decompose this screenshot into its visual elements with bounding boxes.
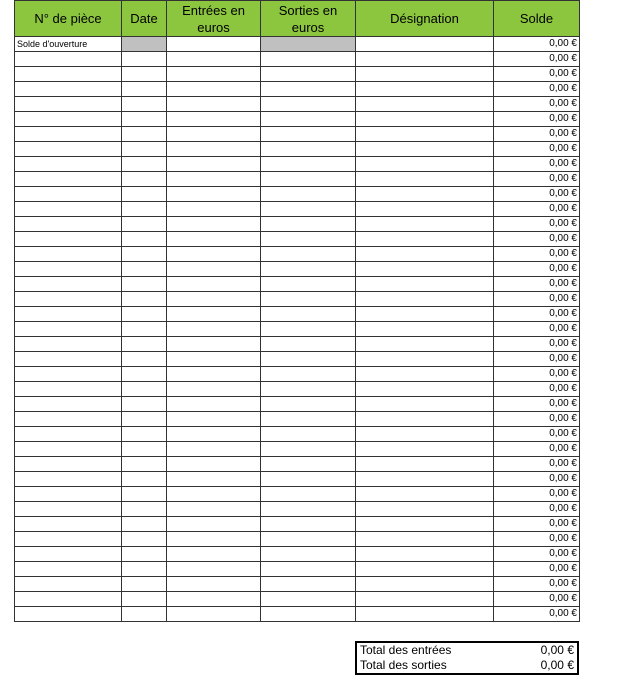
cell-date[interactable]	[122, 472, 167, 487]
cell-date[interactable]	[122, 247, 167, 262]
cell-entrees[interactable]	[167, 277, 261, 292]
cell-designation[interactable]	[356, 202, 494, 217]
cell-date[interactable]	[122, 457, 167, 472]
cell-solde[interactable]: 0,00 €	[494, 577, 580, 592]
cell-entrees[interactable]	[167, 82, 261, 97]
cell-solde[interactable]: 0,00 €	[494, 502, 580, 517]
cell-entrees[interactable]	[167, 67, 261, 82]
cell-designation[interactable]	[356, 547, 494, 562]
cell-date[interactable]	[122, 67, 167, 82]
cell-designation[interactable]	[356, 562, 494, 577]
cell-date[interactable]	[122, 232, 167, 247]
cell-date[interactable]	[122, 217, 167, 232]
cell-piece[interactable]	[15, 412, 122, 427]
cell-date[interactable]	[122, 202, 167, 217]
cell-date[interactable]	[122, 262, 167, 277]
cell-piece[interactable]	[15, 592, 122, 607]
cell-sorties[interactable]	[261, 187, 356, 202]
cell-designation[interactable]	[356, 592, 494, 607]
cell-solde[interactable]: 0,00 €	[494, 37, 580, 52]
cell-date[interactable]	[122, 502, 167, 517]
cell-sorties[interactable]	[261, 487, 356, 502]
cell-solde[interactable]: 0,00 €	[494, 472, 580, 487]
table-row	[15, 292, 580, 307]
cell-designation[interactable]	[356, 577, 494, 592]
cell-designation[interactable]	[356, 502, 494, 517]
cell-sorties[interactable]	[261, 277, 356, 292]
cell-solde[interactable]: 0,00 €	[494, 157, 580, 172]
cell-piece[interactable]	[15, 442, 122, 457]
table-row	[15, 262, 580, 277]
cell-entrees[interactable]	[167, 292, 261, 307]
cell-sorties[interactable]	[261, 472, 356, 487]
cell-date[interactable]	[122, 157, 167, 172]
col-header-sorties[interactable]: Sorties en euros	[261, 1, 356, 37]
cell-date[interactable]	[122, 187, 167, 202]
cell-date[interactable]	[122, 577, 167, 592]
cell-date[interactable]	[122, 382, 167, 397]
cell-designation[interactable]	[356, 187, 494, 202]
totals-box	[355, 641, 579, 675]
cell-entrees[interactable]	[167, 142, 261, 157]
cell-designation[interactable]	[356, 232, 494, 247]
cell-designation[interactable]	[356, 307, 494, 322]
cell-designation[interactable]	[356, 157, 494, 172]
col-header-entrees[interactable]: Entrées en euros	[167, 1, 261, 37]
cell-designation[interactable]	[356, 127, 494, 142]
cell-entrees[interactable]	[167, 472, 261, 487]
cell-entrees[interactable]	[167, 127, 261, 142]
cell-solde[interactable]: 0,00 €	[494, 52, 580, 67]
table-row	[15, 112, 580, 127]
cell-designation[interactable]	[356, 292, 494, 307]
cell-piece[interactable]	[15, 157, 122, 172]
cell-sorties[interactable]	[261, 67, 356, 82]
cell-designation[interactable]	[356, 337, 494, 352]
cell-piece[interactable]	[15, 517, 122, 532]
cell-piece[interactable]	[15, 292, 122, 307]
cell-designation[interactable]	[356, 487, 494, 502]
total-sorties-row	[356, 658, 578, 674]
cell-sorties[interactable]	[261, 532, 356, 547]
table-row	[15, 517, 580, 532]
table-row	[15, 67, 580, 82]
cell-entrees[interactable]	[167, 37, 261, 52]
table-row	[15, 472, 580, 487]
cell-solde[interactable]: 0,00 €	[494, 607, 580, 622]
cell-sorties[interactable]	[261, 202, 356, 217]
cell-date[interactable]	[122, 277, 167, 292]
cell-sorties[interactable]	[261, 457, 356, 472]
cell-solde[interactable]: 0,00 €	[494, 112, 580, 127]
cell-designation[interactable]	[356, 37, 494, 52]
cell-entrees[interactable]	[167, 517, 261, 532]
cell-entrees[interactable]	[167, 307, 261, 322]
cell-solde[interactable]: 0,00 €	[494, 592, 580, 607]
cell-piece[interactable]	[15, 352, 122, 367]
table-row	[15, 502, 580, 517]
cell-sorties[interactable]	[261, 592, 356, 607]
cell-date[interactable]	[122, 82, 167, 97]
cell-designation[interactable]	[356, 532, 494, 547]
table-row	[15, 202, 580, 217]
cell-solde[interactable]: 0,00 €	[494, 562, 580, 577]
cell-solde[interactable]: 0,00 €	[494, 202, 580, 217]
table-row	[15, 322, 580, 337]
cell-sorties[interactable]	[261, 217, 356, 232]
table-row	[15, 172, 580, 187]
cell-piece[interactable]	[15, 607, 122, 622]
cell-sorties[interactable]	[261, 607, 356, 622]
table-row	[15, 592, 580, 607]
cell-solde[interactable]: 0,00 €	[494, 382, 580, 397]
cell-piece[interactable]	[15, 547, 122, 562]
cell-date[interactable]	[122, 562, 167, 577]
cell-designation[interactable]	[356, 397, 494, 412]
cell-piece[interactable]	[15, 487, 122, 502]
table-row	[15, 367, 580, 382]
cell-date[interactable]	[122, 307, 167, 322]
cell-solde[interactable]: 0,00 €	[494, 277, 580, 292]
cell-entrees[interactable]	[167, 112, 261, 127]
cell-entrees[interactable]	[167, 457, 261, 472]
cell-sorties[interactable]	[261, 382, 356, 397]
cell-solde[interactable]: 0,00 €	[494, 457, 580, 472]
cell-sorties[interactable]	[261, 307, 356, 322]
cell-piece[interactable]	[15, 127, 122, 142]
cell-sorties[interactable]	[261, 412, 356, 427]
cell-piece[interactable]	[15, 277, 122, 292]
cell-sorties[interactable]	[261, 517, 356, 532]
cell-designation[interactable]	[356, 472, 494, 487]
cell-entrees[interactable]	[167, 352, 261, 367]
cell-entrees[interactable]	[167, 502, 261, 517]
cell-designation[interactable]	[356, 412, 494, 427]
cell-solde[interactable]: 0,00 €	[494, 532, 580, 547]
cell-designation[interactable]	[356, 262, 494, 277]
table-row	[15, 397, 580, 412]
cell-sorties[interactable]	[261, 322, 356, 337]
cell-solde[interactable]: 0,00 €	[494, 517, 580, 532]
cell-sorties[interactable]	[261, 442, 356, 457]
cell-date[interactable]	[122, 292, 167, 307]
cell-designation[interactable]	[356, 247, 494, 262]
cell-entrees[interactable]	[167, 262, 261, 277]
col-header-piece[interactable]: N° de pièce	[15, 1, 122, 37]
table-row	[15, 352, 580, 367]
cell-sorties[interactable]	[261, 502, 356, 517]
table-row	[15, 277, 580, 292]
cell-sorties[interactable]	[261, 262, 356, 277]
cell-solde[interactable]: 0,00 €	[494, 232, 580, 247]
cell-solde[interactable]: 0,00 €	[494, 487, 580, 502]
cell-date[interactable]	[122, 37, 167, 52]
cell-solde[interactable]: 0,00 €	[494, 307, 580, 322]
cell-piece[interactable]	[15, 247, 122, 262]
cell-sorties[interactable]	[261, 52, 356, 67]
cell-designation[interactable]	[356, 97, 494, 112]
cell-solde[interactable]: 0,00 €	[494, 322, 580, 337]
cell-sorties[interactable]	[261, 172, 356, 187]
cell-solde[interactable]: 0,00 €	[494, 352, 580, 367]
table-row	[15, 562, 580, 577]
cell-piece[interactable]	[15, 322, 122, 337]
cell-date[interactable]	[122, 142, 167, 157]
cell-piece[interactable]	[15, 112, 122, 127]
cell-entrees[interactable]	[167, 202, 261, 217]
cell-solde[interactable]: 0,00 €	[494, 262, 580, 277]
cell-piece[interactable]	[15, 262, 122, 277]
cell-designation[interactable]	[356, 367, 494, 382]
cell-entrees[interactable]	[167, 97, 261, 112]
cell-sorties[interactable]	[261, 97, 356, 112]
cash-ledger-table	[14, 0, 580, 622]
table-row	[15, 382, 580, 397]
cell-piece[interactable]	[15, 502, 122, 517]
cell-designation[interactable]	[356, 457, 494, 472]
cell-sorties[interactable]	[261, 367, 356, 382]
total-entrees-label: Total des entrées	[360, 643, 452, 657]
cell-piece[interactable]	[15, 52, 122, 67]
header-row	[15, 1, 580, 37]
cell-designation[interactable]	[356, 142, 494, 157]
cell-solde[interactable]: 0,00 €	[494, 82, 580, 97]
cell-sorties[interactable]	[261, 157, 356, 172]
cell-date[interactable]	[122, 112, 167, 127]
table-row	[15, 97, 580, 112]
cell-date[interactable]	[122, 397, 167, 412]
cell-designation[interactable]	[356, 217, 494, 232]
cell-piece[interactable]	[15, 202, 122, 217]
cell-designation[interactable]	[356, 82, 494, 97]
cell-sorties[interactable]	[261, 337, 356, 352]
cell-entrees[interactable]	[167, 322, 261, 337]
cell-entrees[interactable]	[167, 532, 261, 547]
cell-solde[interactable]: 0,00 €	[494, 397, 580, 412]
cell-piece[interactable]	[15, 472, 122, 487]
cell-entrees[interactable]	[167, 382, 261, 397]
cell-entrees[interactable]	[167, 172, 261, 187]
table-row	[15, 52, 580, 67]
cell-entrees[interactable]	[167, 217, 261, 232]
cell-solde[interactable]: 0,00 €	[494, 127, 580, 142]
cell-designation[interactable]	[356, 67, 494, 82]
cell-piece[interactable]	[15, 397, 122, 412]
cell-designation[interactable]	[356, 352, 494, 367]
cell-sorties[interactable]	[261, 292, 356, 307]
cell-date[interactable]	[122, 487, 167, 502]
cell-designation[interactable]	[356, 607, 494, 622]
cell-piece[interactable]	[15, 217, 122, 232]
col-header-designation[interactable]: Désignation	[356, 1, 494, 37]
table-row	[15, 457, 580, 472]
cell-sorties[interactable]	[261, 37, 356, 52]
cell-solde[interactable]: 0,00 €	[494, 217, 580, 232]
cell-date[interactable]	[122, 532, 167, 547]
cell-solde[interactable]: 0,00 €	[494, 67, 580, 82]
cell-solde[interactable]: 0,00 €	[494, 97, 580, 112]
cell-designation[interactable]	[356, 322, 494, 337]
total-entrees-row	[356, 642, 578, 658]
cell-piece[interactable]	[15, 427, 122, 442]
cell-piece[interactable]	[15, 382, 122, 397]
cell-entrees[interactable]	[167, 592, 261, 607]
cell-piece[interactable]: Solde d'ouverture	[15, 37, 122, 52]
cell-piece[interactable]	[15, 307, 122, 322]
table-row	[15, 157, 580, 172]
total-sorties-value[interactable]: 0,00 €	[540, 658, 574, 672]
table-row	[15, 487, 580, 502]
cell-date[interactable]	[122, 97, 167, 112]
table-row	[15, 577, 580, 592]
cell-piece[interactable]	[15, 97, 122, 112]
cell-entrees[interactable]	[167, 337, 261, 352]
cell-piece[interactable]	[15, 172, 122, 187]
table-row	[15, 442, 580, 457]
cell-solde[interactable]: 0,00 €	[494, 442, 580, 457]
cell-sorties[interactable]	[261, 427, 356, 442]
table-row	[15, 532, 580, 547]
cell-sorties[interactable]	[261, 232, 356, 247]
cell-designation[interactable]	[356, 112, 494, 127]
table-row	[15, 427, 580, 442]
cell-designation[interactable]	[356, 172, 494, 187]
cell-sorties[interactable]	[261, 547, 356, 562]
cell-sorties[interactable]	[261, 127, 356, 142]
cell-date[interactable]	[122, 322, 167, 337]
cell-solde[interactable]: 0,00 €	[494, 292, 580, 307]
cell-solde[interactable]: 0,00 €	[494, 547, 580, 562]
cell-designation[interactable]	[356, 277, 494, 292]
table-row	[15, 307, 580, 322]
cell-entrees[interactable]	[167, 397, 261, 412]
cell-date[interactable]	[122, 352, 167, 367]
cell-entrees[interactable]	[167, 232, 261, 247]
cell-entrees[interactable]	[167, 442, 261, 457]
cell-date[interactable]	[122, 412, 167, 427]
cell-date[interactable]	[122, 172, 167, 187]
cell-entrees[interactable]	[167, 367, 261, 382]
table-row	[15, 37, 580, 52]
cell-entrees[interactable]	[167, 427, 261, 442]
cell-solde[interactable]: 0,00 €	[494, 367, 580, 382]
cell-entrees[interactable]	[167, 547, 261, 562]
cell-solde[interactable]: 0,00 €	[494, 172, 580, 187]
cell-date[interactable]	[122, 367, 167, 382]
cell-designation[interactable]	[356, 517, 494, 532]
cell-date[interactable]	[122, 547, 167, 562]
cell-piece[interactable]	[15, 187, 122, 202]
cell-entrees[interactable]	[167, 412, 261, 427]
cell-solde[interactable]: 0,00 €	[494, 142, 580, 157]
table-row	[15, 412, 580, 427]
cell-date[interactable]	[122, 442, 167, 457]
cell-designation[interactable]	[356, 427, 494, 442]
cell-date[interactable]	[122, 337, 167, 352]
cell-entrees[interactable]	[167, 157, 261, 172]
cell-date[interactable]	[122, 607, 167, 622]
cell-solde[interactable]: 0,00 €	[494, 187, 580, 202]
cell-entrees[interactable]	[167, 577, 261, 592]
cell-entrees[interactable]	[167, 607, 261, 622]
cell-piece[interactable]	[15, 367, 122, 382]
cell-sorties[interactable]	[261, 247, 356, 262]
table-row	[15, 82, 580, 97]
cell-entrees[interactable]	[167, 187, 261, 202]
table-row	[15, 337, 580, 352]
cell-piece[interactable]	[15, 532, 122, 547]
col-header-solde[interactable]: Solde	[494, 1, 580, 37]
cell-date[interactable]	[122, 52, 167, 67]
cell-entrees[interactable]	[167, 247, 261, 262]
cell-piece[interactable]	[15, 577, 122, 592]
cell-piece[interactable]	[15, 142, 122, 157]
table-row	[15, 547, 580, 562]
cell-designation[interactable]	[356, 52, 494, 67]
cell-solde[interactable]: 0,00 €	[494, 412, 580, 427]
cell-piece[interactable]	[15, 457, 122, 472]
cell-date[interactable]	[122, 517, 167, 532]
table-row	[15, 127, 580, 142]
cell-entrees[interactable]	[167, 52, 261, 67]
cell-sorties[interactable]	[261, 112, 356, 127]
table-row	[15, 217, 580, 232]
cell-piece[interactable]	[15, 82, 122, 97]
cell-solde[interactable]: 0,00 €	[494, 247, 580, 262]
cell-date[interactable]	[122, 592, 167, 607]
table-row	[15, 187, 580, 202]
cell-piece[interactable]	[15, 67, 122, 82]
cell-sorties[interactable]	[261, 397, 356, 412]
cell-designation[interactable]	[356, 382, 494, 397]
cell-sorties[interactable]	[261, 577, 356, 592]
cell-sorties[interactable]	[261, 142, 356, 157]
total-entrees-value[interactable]: 0,00 €	[540, 643, 574, 657]
cell-sorties[interactable]	[261, 562, 356, 577]
cell-designation[interactable]	[356, 442, 494, 457]
cell-date[interactable]	[122, 427, 167, 442]
cell-entrees[interactable]	[167, 487, 261, 502]
table-row	[15, 607, 580, 622]
cell-entrees[interactable]	[167, 562, 261, 577]
cell-sorties[interactable]	[261, 82, 356, 97]
table-row	[15, 142, 580, 157]
cell-piece[interactable]	[15, 562, 122, 577]
table-row	[15, 232, 580, 247]
cell-solde[interactable]: 0,00 €	[494, 337, 580, 352]
col-header-date[interactable]: Date	[122, 1, 167, 37]
cell-sorties[interactable]	[261, 352, 356, 367]
cell-piece[interactable]	[15, 337, 122, 352]
table-row	[15, 247, 580, 262]
cell-solde[interactable]: 0,00 €	[494, 427, 580, 442]
cell-piece[interactable]	[15, 232, 122, 247]
cell-date[interactable]	[122, 127, 167, 142]
total-sorties-label: Total des sorties	[360, 658, 447, 672]
